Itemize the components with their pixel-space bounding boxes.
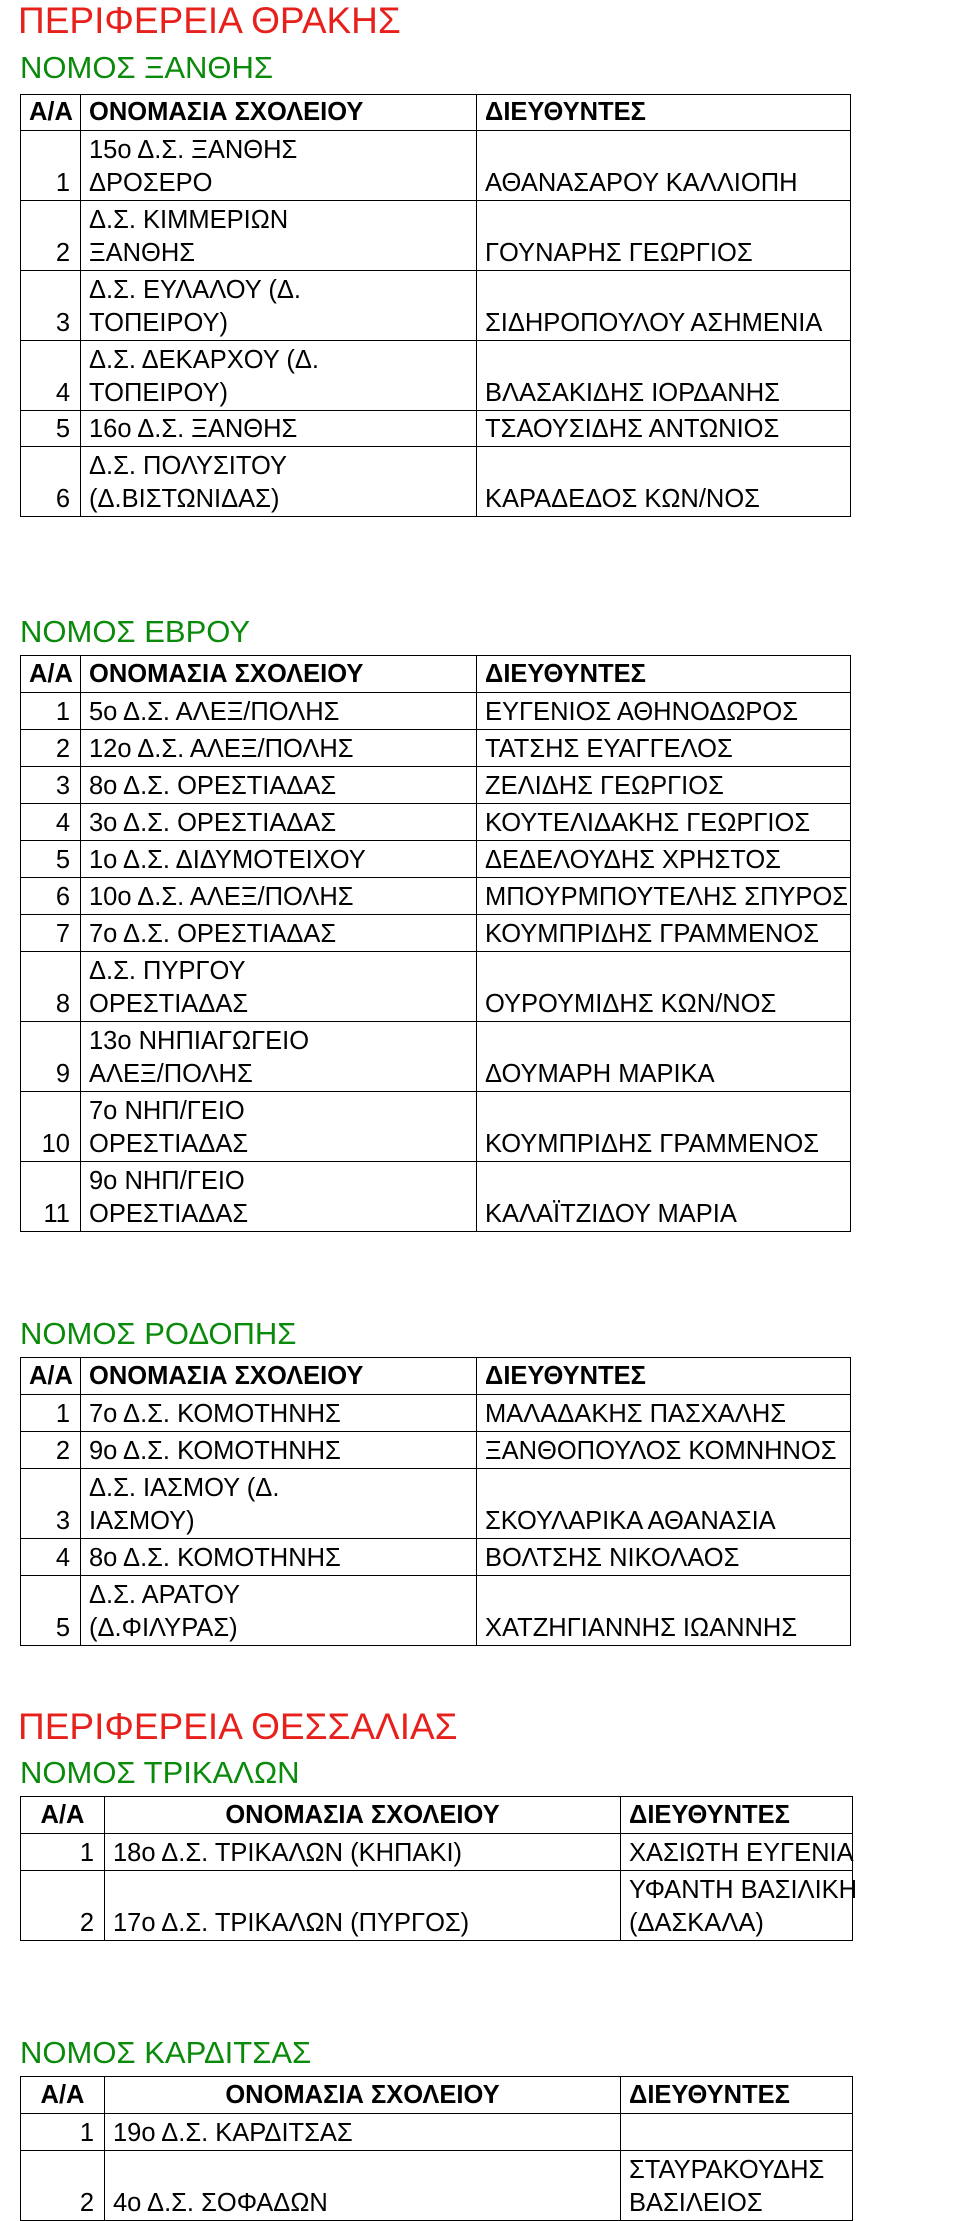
table-header-row: [21, 656, 851, 693]
table-header-row: [21, 1358, 851, 1395]
school-name-cell: [81, 1395, 477, 1432]
header-number: Α/Α: [21, 95, 81, 131]
schools-table: [20, 2076, 853, 2221]
director-name-line: ΑΘΑΝΑΣΑΡΟΥ ΚΑΛΛΙΟΠΗ: [485, 169, 798, 197]
director-name-line: ΣΙΔΗΡΟΠΟΥΛΟΥ ΑΣΗΜΕΝΙΑ: [485, 309, 823, 337]
row-number: 1: [21, 1395, 81, 1432]
prefecture-heading: ΝΟΜΟΣ ΤΡΙΚΑΛΩΝ: [20, 1755, 300, 1790]
school-name-cell: [81, 411, 477, 447]
prefecture-heading: ΝΟΜΟΣ ΚΑΡΔΙΤΣΑΣ: [20, 2035, 312, 2070]
table-row: [21, 447, 851, 517]
director-name-cell: [477, 411, 851, 447]
row-number: 10: [21, 1092, 81, 1162]
table-row: [21, 1395, 851, 1432]
director-name-line: ΔΕΔΕΛΟΥΔΗΣ ΧΡΗΣΤΟΣ: [485, 846, 781, 874]
director-name-cell: [477, 1022, 851, 1092]
row-number: 2: [21, 730, 81, 767]
row-number: 1: [21, 693, 81, 730]
table-row: [21, 1022, 851, 1092]
school-name-line: ΑΛΕΞ/ΠΟΛΗΣ: [89, 1060, 253, 1088]
table-header-row: [21, 2077, 853, 2114]
table-row: [21, 767, 851, 804]
school-name-line: Δ.Σ. ΕΥΛΑΛΟΥ (Δ.: [89, 276, 301, 304]
row-number: 4: [21, 804, 81, 841]
table-row: [21, 411, 851, 447]
school-name-line: 17ο Δ.Σ. ΤΡΙΚΑΛΩΝ (ΠΥΡΓΟΣ): [113, 1909, 470, 1937]
director-name-line: ΜΠΟΥΡΜΠΟΥΤΕΛΗΣ ΣΠΥΡΟΣ: [485, 883, 849, 911]
school-name-cell: [81, 131, 477, 201]
director-name-cell: [477, 915, 851, 952]
director-name-line: ΧΑΤΖΗΓΙΑΝΝΗΣ ΙΩΑΝΝΗΣ: [485, 1614, 798, 1642]
director-name-line: ΚΑΡΑΔΕΔΟΣ ΚΩΝ/ΝΟΣ: [485, 485, 760, 513]
director-name-line: ΣΚΟΥΛΑΡΙΚΑ ΑΘΑΝΑΣΙΑ: [485, 1507, 776, 1535]
row-number: 2: [21, 1432, 81, 1469]
school-name-cell: [81, 804, 477, 841]
director-name-line: ΜΑΛΑΔΑΚΗΣ ΠΑΣΧΑΛΗΣ: [485, 1400, 787, 1428]
school-name-line: 3ο Δ.Σ. ΟΡΕΣΤΙΑΔΑΣ: [89, 809, 337, 837]
director-name-line: ΚΟΥΜΠΡΙΔΗΣ ΓΡΑΜΜΕΝΟΣ: [485, 1130, 819, 1158]
director-name-line: ΣΤΑΥΡΑΚΟΥΔΗΣ: [629, 2156, 825, 2184]
school-name-line: 1ο Δ.Σ. ΔΙΔΥΜΟΤΕΙΧΟΥ: [89, 846, 366, 874]
table-row: [21, 1162, 851, 1232]
schools-table: [20, 94, 851, 517]
director-name-line: ΤΣΑΟΥΣΙΔΗΣ ΑΝΤΩΝΙΟΣ: [485, 415, 780, 443]
row-number: 8: [21, 952, 81, 1022]
row-number: 2: [21, 201, 81, 271]
school-name-cell: [105, 1834, 621, 1871]
school-name-cell: [81, 1576, 477, 1646]
school-name-line: Δ.Σ. ΠΥΡΓΟΥ: [89, 957, 246, 985]
region-heading: ΠΕΡΙΦΕΡΕΙΑ ΘΡΑΚΗΣ: [18, 0, 401, 41]
row-number: 6: [21, 878, 81, 915]
director-name-line: ΕΥΓΕΝΙΟΣ ΑΘΗΝΟΔΩΡΟΣ: [485, 698, 798, 726]
director-name-cell: [477, 201, 851, 271]
table-row: [21, 341, 851, 411]
row-number: 3: [21, 1469, 81, 1539]
table-row: [21, 2151, 853, 2221]
school-name-line: 10ο Δ.Σ. ΑΛΕΞ/ΠΟΛΗΣ: [89, 883, 354, 911]
table-row: [21, 804, 851, 841]
school-name-cell: [81, 1162, 477, 1232]
header-number: Α/Α: [21, 1358, 81, 1395]
table-header-row: [21, 1797, 853, 1834]
row-number: 9: [21, 1022, 81, 1092]
school-name-line: 7ο Δ.Σ. ΚΟΜΟΤΗΝΗΣ: [89, 1400, 341, 1428]
school-name-line: 8ο Δ.Σ. ΚΟΜΟΤΗΝΗΣ: [89, 1544, 341, 1572]
director-name-line: ΞΑΝΘΟΠΟΥΛΟΣ ΚΟΜΝΗΝΟΣ: [485, 1437, 837, 1465]
director-name-line: ΚΟΥΤΕΛΙΔΑΚΗΣ ΓΕΩΡΓΙΟΣ: [485, 809, 811, 837]
table-row: [21, 1092, 851, 1162]
director-name-line: ΥΦΑΝΤΗ ΒΑΣΙΛΙΚΗ: [629, 1876, 858, 1904]
director-name-cell: [477, 271, 851, 341]
school-name-cell: [81, 952, 477, 1022]
table-row: [21, 952, 851, 1022]
director-name-cell: [621, 2114, 853, 2151]
row-number: 4: [21, 1539, 81, 1576]
school-name-line: 12ο Δ.Σ. ΑΛΕΞ/ΠΟΛΗΣ: [89, 735, 354, 763]
director-name-cell: [477, 878, 851, 915]
director-name-line: ΚΟΥΜΠΡΙΔΗΣ ΓΡΑΜΜΕΝΟΣ: [485, 920, 819, 948]
table-row: [21, 271, 851, 341]
table-row: [21, 201, 851, 271]
director-name-cell: [621, 1834, 853, 1871]
header-school-name: ΟΝΟΜΑΣΙΑ ΣΧΟΛΕΙΟΥ: [81, 95, 477, 131]
director-name-line: ΖΕΛΙΔΗΣ ΓΕΩΡΓΙΟΣ: [485, 772, 724, 800]
prefecture-heading: ΝΟΜΟΣ ΕΒΡΟΥ: [20, 614, 251, 649]
director-name-cell: [477, 131, 851, 201]
school-name-cell: [81, 1092, 477, 1162]
schools-table: [20, 1796, 858, 1941]
director-name-cell: [477, 447, 851, 517]
school-name-cell: [105, 1871, 621, 1941]
director-name-cell: [621, 2151, 853, 2221]
table-row: [21, 1432, 851, 1469]
school-name-line: ΤΟΠΕΙΡΟΥ): [89, 379, 228, 407]
school-name-cell: [81, 730, 477, 767]
school-name-cell: [81, 767, 477, 804]
school-name-line: ΙΑΣΜΟΥ): [89, 1507, 195, 1535]
header-number: Α/Α: [21, 2077, 105, 2114]
header-directors: ΔΙΕΥΘΥΝΤΕΣ: [477, 95, 851, 131]
school-name-line: (Δ.ΒΙΣΤΩΝΙΔΑΣ): [89, 485, 280, 513]
director-name-cell: [477, 1395, 851, 1432]
school-name-line: 7ο ΝΗΠ/ΓΕΙΟ: [89, 1097, 245, 1125]
director-name-cell: [477, 1539, 851, 1576]
school-name-cell: [105, 2151, 621, 2221]
school-name-line: Δ.Σ. ΑΡΑΤΟΥ: [89, 1581, 241, 1609]
director-name-line: ΧΑΣΙΩΤΗ ΕΥΓΕΝΙΑ: [629, 1839, 854, 1867]
school-name-line: 4ο Δ.Σ. ΣΟΦΑΔΩΝ: [113, 2189, 328, 2217]
row-number: 1: [21, 1834, 105, 1871]
schools-table: [20, 655, 851, 1232]
school-name-line: 7ο Δ.Σ. ΟΡΕΣΤΙΑΔΑΣ: [89, 920, 337, 948]
school-name-cell: [81, 1022, 477, 1092]
director-name-line: ΤΑΤΣΗΣ ΕΥΑΓΓΕΛΟΣ: [485, 735, 733, 763]
row-number: 6: [21, 447, 81, 517]
director-name-cell: [477, 1162, 851, 1232]
table-row: [21, 2114, 853, 2151]
table-row: [21, 1834, 853, 1871]
school-name-cell: [81, 693, 477, 730]
director-name-cell: [477, 841, 851, 878]
director-name-cell: [477, 693, 851, 730]
director-name-line: ΒΛΑΣΑΚΙΔΗΣ ΙΟΡΔΑΝΗΣ: [485, 379, 780, 407]
director-name-cell: [477, 1432, 851, 1469]
table-row: [21, 878, 851, 915]
director-name-line: ΟΥΡΟΥΜΙΔΗΣ ΚΩΝ/ΝΟΣ: [485, 990, 777, 1018]
director-name-line: ΔΟΥΜΑΡΗ ΜΑΡΙΚΑ: [485, 1060, 715, 1088]
director-name-cell: [477, 952, 851, 1022]
header-directors: ΔΙΕΥΘΥΝΤΕΣ: [621, 1797, 853, 1834]
row-number: 2: [21, 1871, 105, 1941]
header-school-name: ΟΝΟΜΑΣΙΑ ΣΧΟΛΕΙΟΥ: [81, 656, 477, 693]
school-name-line: ΤΟΠΕΙΡΟΥ): [89, 309, 228, 337]
school-name-line: 15ο Δ.Σ. ΞΑΝΘΗΣ: [89, 136, 298, 164]
row-number: 5: [21, 841, 81, 878]
school-name-cell: [81, 341, 477, 411]
school-name-line: 13ο ΝΗΠΙΑΓΩΓΕΙΟ: [89, 1027, 310, 1055]
director-name-line: [629, 2117, 844, 2150]
school-name-cell: [81, 1432, 477, 1469]
director-name-cell: [477, 804, 851, 841]
school-name-cell: [81, 1539, 477, 1576]
school-name-cell: [81, 915, 477, 952]
row-number: 4: [21, 341, 81, 411]
table-row: [21, 693, 851, 730]
director-name-line: ΚΑΛΑΪΤΖΙΔΟΥ ΜΑΡΙΑ: [485, 1200, 737, 1228]
school-name-line: Δ.Σ. ΚΙΜΜΕΡΙΩΝ: [89, 206, 289, 234]
table-row: [21, 915, 851, 952]
school-name-line: 8ο Δ.Σ. ΟΡΕΣΤΙΑΔΑΣ: [89, 772, 337, 800]
header-number: Α/Α: [21, 1797, 105, 1834]
school-name-line: 9ο ΝΗΠ/ΓΕΙΟ: [89, 1167, 245, 1195]
school-name-line: ΟΡΕΣΤΙΑΔΑΣ: [89, 1130, 249, 1158]
school-name-line: Δ.Σ. ΔΕΚΑΡΧΟΥ (Δ.: [89, 346, 319, 374]
schools-table: [20, 1357, 851, 1646]
table-row: [21, 1576, 851, 1646]
school-name-line: ΟΡΕΣΤΙΑΔΑΣ: [89, 1200, 249, 1228]
director-name-line: ΒΑΣΙΛΕΙΟΣ: [629, 2189, 763, 2217]
school-name-cell: [81, 878, 477, 915]
school-name-line: ΞΑΝΘΗΣ: [89, 239, 196, 267]
row-number: 11: [21, 1162, 81, 1232]
director-name-cell: [477, 1576, 851, 1646]
director-name-cell: [477, 767, 851, 804]
table-row: [21, 1871, 853, 1941]
school-name-line: Δ.Σ. ΠΟΛΥΣΙΤΟΥ: [89, 452, 287, 480]
row-number: 3: [21, 767, 81, 804]
director-name-cell: [477, 341, 851, 411]
row-number: 3: [21, 271, 81, 341]
school-name-line: (Δ.ΦΙΛΥΡΑΣ): [89, 1614, 238, 1642]
school-name-cell: [81, 271, 477, 341]
header-school-name: ΟΝΟΜΑΣΙΑ ΣΧΟΛΕΙΟΥ: [81, 1358, 477, 1395]
header-school-name: ΟΝΟΜΑΣΙΑ ΣΧΟΛΕΙΟΥ: [105, 1797, 621, 1834]
school-name-line: Δ.Σ. ΙΑΣΜΟΥ (Δ.: [89, 1474, 280, 1502]
school-name-line: ΔΡΟΣΕΡΟ: [89, 169, 213, 197]
header-directors: ΔΙΕΥΘΥΝΤΕΣ: [621, 2077, 853, 2114]
row-number: 5: [21, 1576, 81, 1646]
school-name-line: 18ο Δ.Σ. ΤΡΙΚΑΛΩΝ (ΚΗΠΑΚΙ): [113, 1839, 463, 1867]
row-number: 7: [21, 915, 81, 952]
school-name-cell: [81, 1469, 477, 1539]
table-row: [21, 730, 851, 767]
director-name-cell: [621, 1871, 858, 1941]
table-row: [21, 1469, 851, 1539]
school-name-cell: [81, 201, 477, 271]
director-name-line: ΓΟΥΝΑΡΗΣ ΓΕΩΡΓΙΟΣ: [485, 239, 753, 267]
school-name-cell: [105, 2114, 621, 2151]
row-number: 1: [21, 131, 81, 201]
school-name-line: 5ο Δ.Σ. ΑΛΕΞ/ΠΟΛΗΣ: [89, 698, 340, 726]
school-name-line: 16ο Δ.Σ. ΞΑΝΘΗΣ: [89, 415, 298, 443]
director-name-line: ΒΟΛΤΣΗΣ ΝΙΚΟΛΑΟΣ: [485, 1544, 740, 1572]
header-directors: ΔΙΕΥΘΥΝΤΕΣ: [477, 1358, 851, 1395]
prefecture-heading: ΝΟΜΟΣ ΡΟΔΟΠΗΣ: [20, 1316, 297, 1351]
row-number: 5: [21, 411, 81, 447]
director-name-line: (ΔΑΣΚΑΛΑ): [629, 1909, 764, 1937]
table-header-row: [21, 95, 851, 131]
school-name-line: 9ο Δ.Σ. ΚΟΜΟΤΗΝΗΣ: [89, 1437, 341, 1465]
table-row: [21, 841, 851, 878]
header-school-name: ΟΝΟΜΑΣΙΑ ΣΧΟΛΕΙΟΥ: [105, 2077, 621, 2114]
director-name-cell: [477, 730, 851, 767]
school-name-cell: [81, 841, 477, 878]
director-name-cell: [477, 1469, 851, 1539]
region-heading: ΠΕΡΙΦΕΡΕΙΑ ΘΕΣΣΑΛΙΑΣ: [18, 1706, 458, 1747]
table-row: [21, 1539, 851, 1576]
header-directors: ΔΙΕΥΘΥΝΤΕΣ: [477, 656, 851, 693]
header-number: Α/Α: [21, 656, 81, 693]
school-name-line: 19ο Δ.Σ. ΚΑΡΔΙΤΣΑΣ: [113, 2119, 353, 2147]
school-name-line: ΟΡΕΣΤΙΑΔΑΣ: [89, 990, 249, 1018]
row-number: 2: [21, 2151, 105, 2221]
table-row: [21, 131, 851, 201]
director-name-cell: [477, 1092, 851, 1162]
row-number: 1: [21, 2114, 105, 2151]
prefecture-heading: ΝΟΜΟΣ ΞΑΝΘΗΣ: [20, 50, 274, 85]
school-name-cell: [81, 447, 477, 517]
